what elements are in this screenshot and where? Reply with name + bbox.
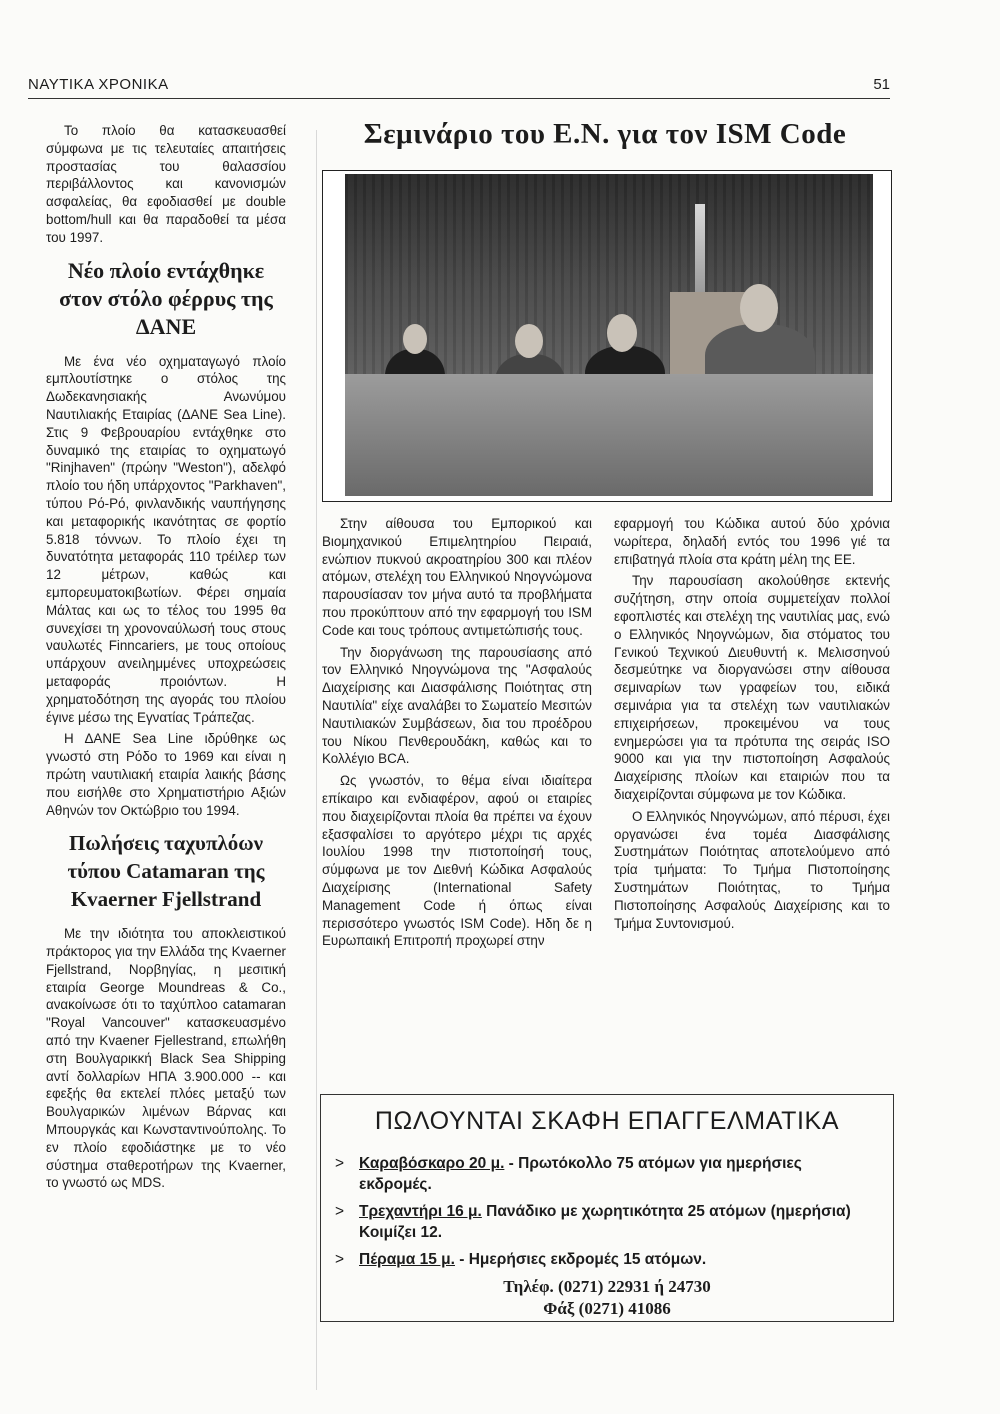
page-number: 51 (873, 76, 890, 93)
main-article-column-1 (322, 515, 592, 954)
main-paragraph-2: Την διοργάνωση της παρουσίασης από τον Ελληνικό Νηογνώμονα της "Ασφαλούς Διαχείρισης και Διασφάλισης Ποιότητας στη Ναυτιλία" είχε αναλάβει το Σωματείο Μεσιτών Ναυτιλιακών Συμβάσεων, δια του προέδρου του Νίκου Πενθερουδάκη, καθώς και το Κολλέγιο BCA. (322, 644, 592, 767)
chevron-right-icon: > (335, 1203, 345, 1220)
article-title-dane: Νέο πλοίο εντάχθηκε στον στόλο φέρρυς της ΔΑΝΕ (59, 257, 273, 339)
article-dane-paragraph-2: Η ΔΑΝΕ Sea Line ιδρύθηκε ως γνωστό στη Ρόδο το 1969 και είναι η πρώτη ναυτιλιακή εταιρία λαικής βάσης που εισήλθε στο Χρηματιστήριο Αξιών Αθηνών τον Οκτώβριο του 1994. (46, 731, 286, 818)
main-paragraph-5: Την παρουσίαση ακολούθησε εκτενής συζήτηση, στην οποία συμμετείχαν πολλοί εφοπλιστές και στελέχη της ναυτιλίας μας, ενώ ο Ελληνικός Νηογνώμων, δια στόματος του Γενικού Τεχνικού Διευθυντή κ. Μελισσηνού δεσμεύτηκε να διοργανώσει στην αίθουσα σεμιναρίων των γραφείων του, ειδικά σεμινάρια για τα στελέχη των ναυτιλιακών επιχειρήσεων, προκειμένου να τους ενημερώσει για τα πρότυπα της σειράς ISO 9000 και για την πιστοποίηση Ασφαλούς Διαχείρισης πλοίων και εταιριών που τα διαχειρίζονται σύμφωνα με τον Κώδικα. (614, 573, 890, 802)
main-paragraph-6: Ο Ελληνικός Νηογνώμων, από πέρυσι, έχει οργανώσει ένα τομέα Διασφάλισης Συστημάτων Ποιότητας αποτελούμενο από τρία τμήματα: Το Τμήμα Πιστοποίησης Συστημάτων Ποιότητας, το Τμήμα Πιστοποίησης Ασφαλούς Διαχείρισης και το Τμήμα Συντονισμού. (614, 808, 890, 931)
running-title: ΝΑΥΤΙΚΑ ΧΡΟΝΙΚΑ (28, 76, 169, 93)
main-paragraph-3: Ως γνωστόν, το θέμα είναι ιδιαίτερα επίκαιρο και ενδιαφέρον, αφού οι εταιρίες που διαχειρίζονται πλοία θα πρέπει να έχουν εξασφαλίσει το αργότερο μέχρι τις αρχές Ιουλίου 1998 την πιστοποίησή τους, σύμφωνα με τον Διεθνή Κώδικα Ασφαλούς Διαχείρισης (International Safety Management Code ή όπως είναι περισσότερο γνωστός ISM Code). Ηδη δε η Ευρωπαική Επιτροπή προχωρεί στην (322, 773, 592, 949)
intro-paragraph: Το πλοίο θα κατασκευασθεί σύμφωνα με τις τελευταίες απαιτήσεις προστασίας του θαλασσίου περιβάλλοντος και κανονισμών ασφαλείας, θα εφοδιασθεί με double bottom/hull και θα παραδοθεί τα μέσα του 1997. (46, 123, 286, 245)
panelist-3-head (607, 314, 637, 352)
article-title-catamaran: Πωλήσεις ταχυπλόων τύπου Catamaran της Kvaerner Fjellstrand (67, 831, 265, 912)
left-column (46, 122, 286, 1196)
flag-pole (695, 204, 705, 296)
ad-item (335, 1201, 863, 1243)
ad-item (335, 1249, 863, 1270)
ad-fax: Φάξ (0271) 41086 (543, 1299, 671, 1318)
chevron-right-icon: > (335, 1251, 345, 1268)
ad-phone: Τηλέφ. (0271) 22931 ή 24730 (503, 1277, 711, 1296)
ad-item-text (359, 1201, 863, 1243)
ad-item-text (359, 1249, 863, 1270)
ad-item-desc: - Πρωτόκολλο 75 ατόμων για ημερήσιες εκδρομές. (359, 1155, 802, 1193)
article-dane-paragraph-1: Με ένα νέο οχηματαγωγό πλοίο εμπλουτίστηκε ο στόλος της Δωδεκανησιακής Ανωνύμου Ναυτιλιακής Εταιρίας (ΔΑΝΕ Sea Line). Στις 9 Φεβρουαρίου εντάχθηκε στο δυναμικό της εταιρίας το οχηματωγό "Rinjhaven" (πρώην "Weston"), αδελφό πλοίο του ήδη υπάρχοντος "Parkhaven", τύπου Ρό-Ρό, φινλανδικής ναυπήγησης και μεταφορικής ικανότητας σε φορτίο 5.818 τόννων. Το πλοίο έχει τη δυνατότητα μεταφοράς 110 τρέιλερ των 12 μέτρων, καθώς και εμπορευματοκιβωτίων. Φέρει σημαία Μάλτας και ως το τέλος του 1995 θα συνεχίσει τη χρονοναύλωσή τους στους ναυλωτές Finncariers, με τους οποίους υπάρχουν ανειλημμένες υποχρεώσεις μεταφοράς προιόντων. Η χρηματοδότηση της αγοράς του πλοίου έγινε μέσω της Εγνατίας Τράπεζας. (46, 353, 286, 725)
main-paragraph-4: εφαρμογή του Κώδικα αυτού δύο χρόνια νωρίτερα, δηλαδή εντός του 1996 γιέ τα επιβατηγά πλοία στα κράτη μέλη της ΕΕ. (614, 516, 890, 567)
main-article-title: Σεμινάριο του Ε.Ν. για τον ISM Code (363, 118, 847, 150)
ad-item-text (359, 1153, 863, 1195)
photo-frame (322, 170, 892, 502)
ad-item-name: Καραβόσκαρο 20 μ. (359, 1155, 505, 1172)
panelist-2-head (515, 324, 543, 358)
ad-item-name: Πέραμα 15 μ. (359, 1251, 455, 1268)
panel-table (345, 374, 873, 496)
ad-title: ΠΩΛΟΥΝΤΑΙ ΣΚΑΦΗ ΕΠΑΓΓΕΛΜΑΤΙΚΑ (374, 1107, 840, 1135)
main-article-column-2 (614, 515, 890, 936)
ad-item (335, 1153, 863, 1195)
ad-item-name: Τρεχαντήρι 16 μ. (359, 1203, 482, 1220)
chevron-right-icon: > (335, 1155, 345, 1172)
seminar-photo (345, 174, 873, 496)
column-divider (316, 130, 317, 1390)
panelist-1-head (403, 324, 427, 354)
main-paragraph-1: Στην αίθουσα του Εμπορικού και Βιομηχανικού Επιμελητηρίου Πειραιά, ενώπιον πυκνού ακροατηρίου 300 και πλέον ατόμων, στελέχη του Ελληνικού Νηογνώμονα παρουσίασαν τον μήνα αυτό τα προβλήματα που προκύπτουν από την εφαρμογή του ISM Code και τους τρόπους αντιμετώπισής τους. (322, 516, 592, 638)
classified-ad (320, 1094, 894, 1322)
panelist-4-head (740, 284, 778, 332)
page-header (28, 72, 890, 99)
ad-item-desc: Πανάδικο με χωρητικότητα 25 ατόμων (ημερήσια) Κοιμίζει 12. (359, 1203, 851, 1241)
ad-item-desc: - Ημερήσιες εκδρομές 15 ατόμων. (454, 1251, 707, 1268)
article-catamaran-paragraph: Με την ιδιότητα του αποκλειστικού πράκτορος για την Ελλάδα της Kvaerner Fjellstrand, Νορβηγίας, η μεσιτική εταιρία George Moundreas & Co., ανακοίνωσε ότι το ταχύπλοο catamaran "Royal Vancouver" κατασκευασμένο από την Kvaener Fjellestrand, επωλήθη στη Βουλγαρικκή Black Sea Shipping αντί δολλαρίων ΗΠΑ 3.900.000 -- και εφεξής θα εκτελεί πλόες μεταξύ των Βουλγαρικών λιμένων Βάρνας και Μπουργκάς και Κωνσταντινούπολης. Το εν πλοίο εφοδιάστηκε με το νέο σύστημα σταθεροτήρων της Kvaerner, το γνωστό ως MDS. (46, 926, 286, 1191)
